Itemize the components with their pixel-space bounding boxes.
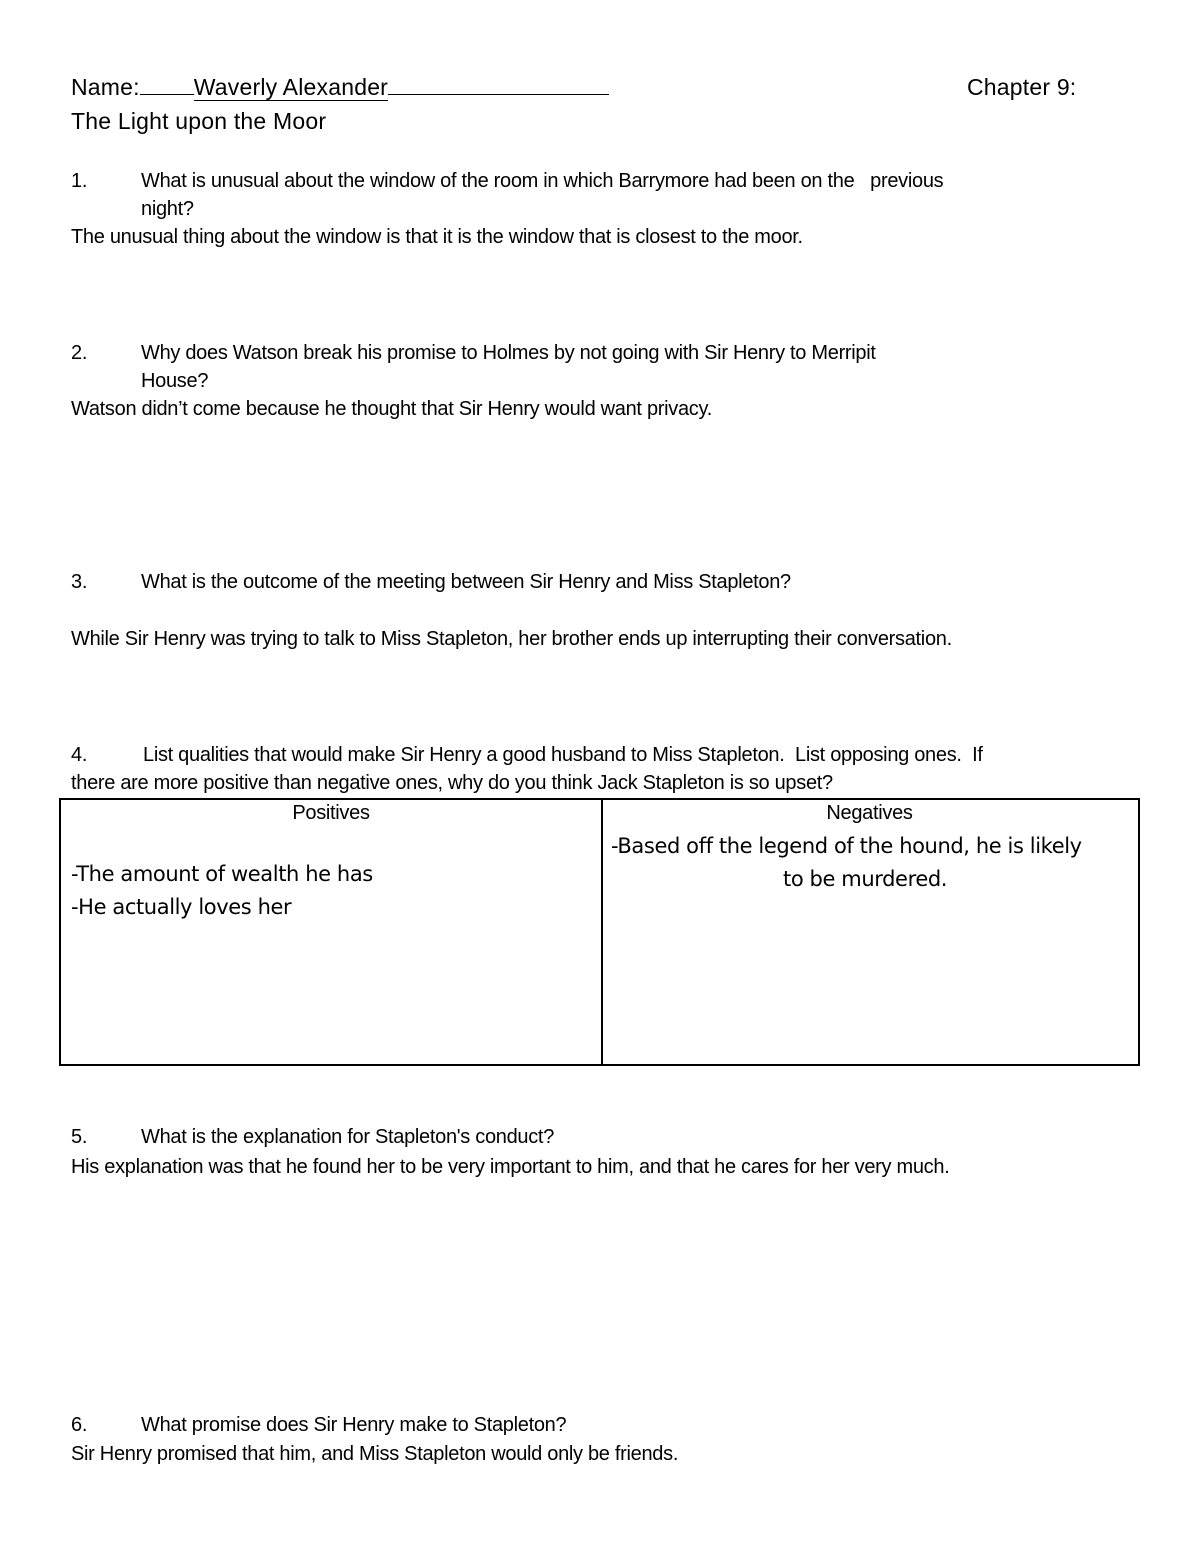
answer-2: Watson didn’t come because he thought that Sir Henry would want privacy.: [71, 398, 712, 420]
answer-1: The unusual thing about the window is that it is the window that is closest to the moor.: [71, 226, 803, 248]
negatives-header: Negatives: [826, 802, 913, 824]
question-5-text-line1: What is the explanation for Stapleton's conduct?: [141, 1126, 555, 1148]
negative-item-line1: -Based off the legend of the hound, he is likely: [611, 834, 1082, 858]
negatives-column: [601, 800, 1138, 1064]
answer-5: His explanation was that he found her to be very important to him, and that he cares for her very much.: [71, 1156, 950, 1178]
name-blank-trailing: [388, 74, 609, 95]
positives-header: Positives: [292, 802, 370, 824]
question-2-text-line1: Why does Watson break his promise to Holmes by not going with Sir Henry to Merripit: [141, 342, 876, 364]
question-4-text-line2: there are more positive than negative ones, why do you think Jack Stapleton is so upset?: [71, 772, 833, 794]
question-1-text-line2: night?: [141, 198, 194, 220]
question-6-number: 6.: [71, 1414, 88, 1436]
positive-item: -The amount of wealth he has: [71, 862, 373, 886]
positives-column: [61, 800, 603, 1064]
question-4-number: 4.: [71, 744, 88, 766]
negative-item-line2: to be murdered.: [783, 867, 948, 891]
question-2-text-line2: House?: [141, 370, 209, 392]
question-1-number: 1.: [71, 170, 88, 192]
chapter-title: The Light upon the Moor: [71, 108, 327, 134]
question-1-text-line1: What is unusual about the window of the room in which Barrymore had been on the previous: [141, 170, 944, 192]
question-5-number: 5.: [71, 1126, 88, 1148]
question-3-number: 3.: [71, 571, 88, 593]
name-label: Name:: [71, 74, 140, 100]
question-3-text-line1: What is the outcome of the meeting between Sir Henry and Miss Stapleton?: [141, 571, 791, 593]
positive-item: -He actually loves her: [71, 895, 292, 919]
name-row: [71, 74, 609, 101]
question-6-text-line1: What promise does Sir Henry make to Stapleton?: [141, 1414, 567, 1436]
name-blank-leading: [140, 74, 194, 95]
name-value: Waverly Alexander: [193, 74, 389, 100]
question-2-number: 2.: [71, 342, 88, 364]
answer-6: Sir Henry promised that him, and Miss Stapleton would only be friends.: [71, 1443, 679, 1465]
question-4-text-line1: List qualities that would make Sir Henry a good husband to Miss Stapleton. List opposing ones. If: [143, 744, 983, 766]
qualities-table: [59, 798, 1140, 1066]
answer-3: While Sir Henry was trying to talk to Miss Stapleton, her brother ends up interrupting their conversation.: [71, 628, 952, 650]
chapter-label: Chapter 9:: [967, 74, 1077, 100]
